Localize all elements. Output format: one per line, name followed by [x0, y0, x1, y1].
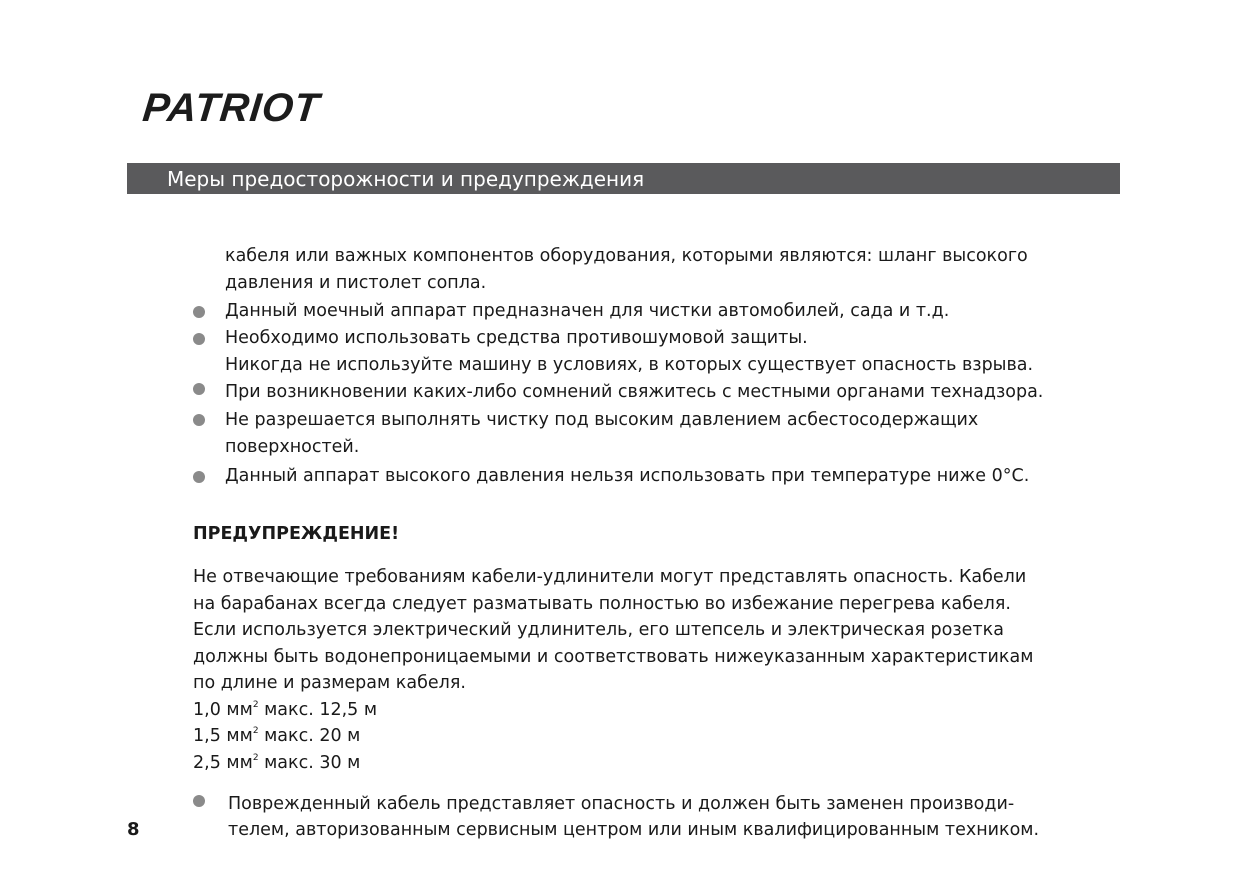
intro-line-1: кабеля или важных компонентов оборудования, которыми являются: шланг высокого [225, 246, 1028, 266]
intro-line-2: давления и пистолет сопла. [225, 273, 487, 293]
bullet-icon [193, 306, 205, 318]
cable-spec-2-sup: 2 [252, 726, 259, 737]
bullet-icon [193, 795, 205, 807]
cable-spec-3-section: 2,5 мм [193, 753, 253, 773]
cable-spec-3-length: макс. 30 м [258, 753, 361, 773]
warning-paragraph-line-1: Не отвечающие требованиям кабели-удлинители могут представлять опасность. Кабели [193, 567, 1027, 587]
bullet-icon [193, 414, 205, 426]
warning-paragraph-line-3: Если используется электрический удлинитель, его штепсель и электрическая розетка [193, 620, 1004, 640]
warning-paragraph-line-2: на барабанах всегда следует разматывать полностью во избежание перегрева кабеля. [193, 594, 1011, 614]
page-number: 8 [127, 819, 140, 840]
bullet-icon [193, 333, 205, 345]
patriot-logo: PATRIOT [140, 86, 322, 130]
bullet-2-line-2: Никогда не используйте машину в условиях, в которых существует опасность взрыва. [225, 355, 1034, 375]
section-title: Меры предосторожности и предупреждения [167, 167, 645, 191]
section-header-bar [127, 163, 1120, 194]
bullet-5-line-1: Данный аппарат высокого давления нельзя использовать при температуре ниже 0°С. [225, 466, 1030, 486]
bullet-icon [193, 383, 205, 395]
bullet-1-line-1: Данный моечный аппарат предназначен для чистки автомобилей, сада и т.д. [225, 301, 950, 321]
cable-spec-1-sup: 2 [252, 700, 259, 711]
cable-spec-2-section: 1,5 мм [193, 726, 253, 746]
warning-paragraph-line-5: по длине и размерам кабеля. [193, 673, 466, 693]
final-bullet-line-1: Поврежденный кабель представляет опасность и должен быть заменен производи- [228, 794, 1015, 814]
bullet-4-line-2: поверхностей. [225, 437, 360, 457]
cable-spec-2-length: макс. 20 м [258, 726, 361, 746]
bullet-4-line-1: Не разрешается выполнять чистку под высоким давлением асбестосодержащих [225, 410, 979, 430]
cable-spec-2 [193, 723, 360, 749]
bullet-icon [193, 471, 205, 483]
cable-spec-3-sup: 2 [252, 753, 259, 764]
bullet-2-line-1: Необходимо использовать средства противошумовой защиты. [225, 328, 808, 348]
cable-spec-1-length: макс. 12,5 м [258, 700, 378, 720]
warning-heading: ПРЕДУПРЕЖДЕНИЕ! [193, 524, 400, 544]
cable-spec-1 [193, 697, 377, 723]
bullet-3-line-1: При возникновении каких-либо сомнений свяжитесь с местными органами технадзора. [225, 382, 1044, 402]
final-bullet-line-2: телем, авторизованным сервисным центром или иным квалифицированным техником. [228, 820, 1040, 840]
cable-spec-1-section: 1,0 мм [193, 700, 253, 720]
cable-spec-3 [193, 750, 360, 776]
warning-paragraph-line-4: должны быть водонепроницаемыми и соответствовать нижеуказанным характеристикам [193, 647, 1034, 667]
